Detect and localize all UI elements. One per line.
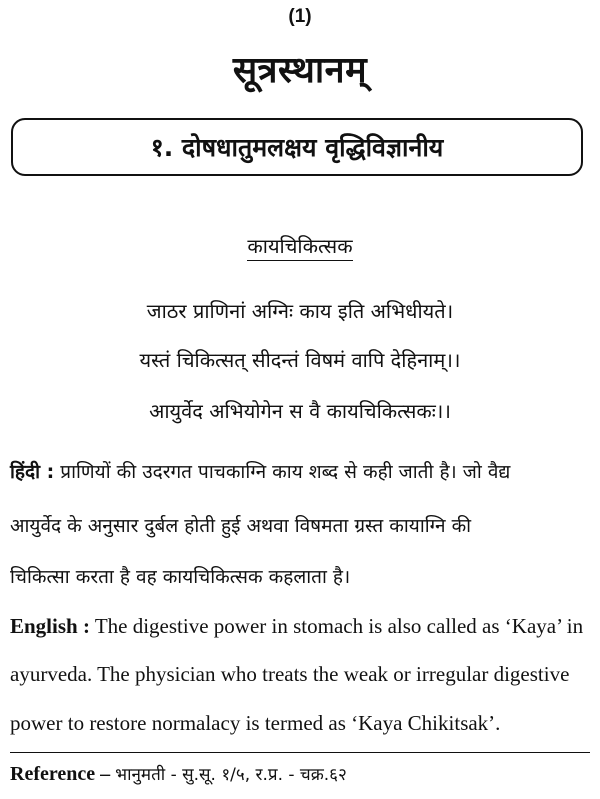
- english-text-1: The digestive power in stomach is also called as ‘Kaya’ in: [94, 614, 584, 638]
- chapter-heading: सूत्रस्थानम्: [232, 50, 368, 91]
- hindi-text-1: प्राणियों की उदरगत पाचकाग्नि काय शब्द से कही जाती है। जो वैद्य: [60, 461, 511, 483]
- hindi-label: हिंदी :: [10, 461, 55, 483]
- footer-divider: [10, 752, 590, 753]
- topic-label: कायचिकित्सक: [247, 234, 352, 261]
- english-label: English :: [10, 614, 90, 638]
- reference-label: Reference: [10, 763, 96, 785]
- hindi-line-3: चिकित्सा करता है वह कायचिकित्सक कहलाता है।: [10, 566, 351, 588]
- section-title-box: [11, 118, 583, 176]
- reference-dash: –: [95, 763, 116, 785]
- reference-text: भानुमती - सु.सू. १/५, र.प्र. - चक्र.६२: [115, 765, 347, 785]
- verse-line-1: जाठर प्राणिनां अग्निः काय इति अभिधीयते।: [146, 299, 454, 323]
- page-number: (1): [288, 6, 312, 27]
- hindi-line-1: [10, 458, 592, 484]
- section-title: १. दोषधातुमलक्षय वृद्धिविज्ञानीय: [150, 133, 444, 162]
- topic-heading: [0, 232, 600, 259]
- reference-line: [10, 762, 590, 786]
- hindi-line-2: आयुर्वेद के अनुसार दुर्बल होती हुई अथवा विषमता ग्रस्त कायाग्नि की: [10, 515, 472, 537]
- verse-line-2: यस्तं चिकित्सत् सीदन्तं विषमं वापि देहिनाम्।।: [139, 348, 461, 372]
- english-line-3: power to restore normalacy is termed as ‘Kaya Chikitsak’.: [10, 711, 501, 735]
- english-line-2: ayurveda. The physician who treats the weak or irregular digestive: [10, 662, 570, 686]
- verse-line-3: आयुर्वेद अभियोगेन स वै कायचिकित्सकः।।: [149, 399, 451, 423]
- english-line-1: [10, 614, 590, 639]
